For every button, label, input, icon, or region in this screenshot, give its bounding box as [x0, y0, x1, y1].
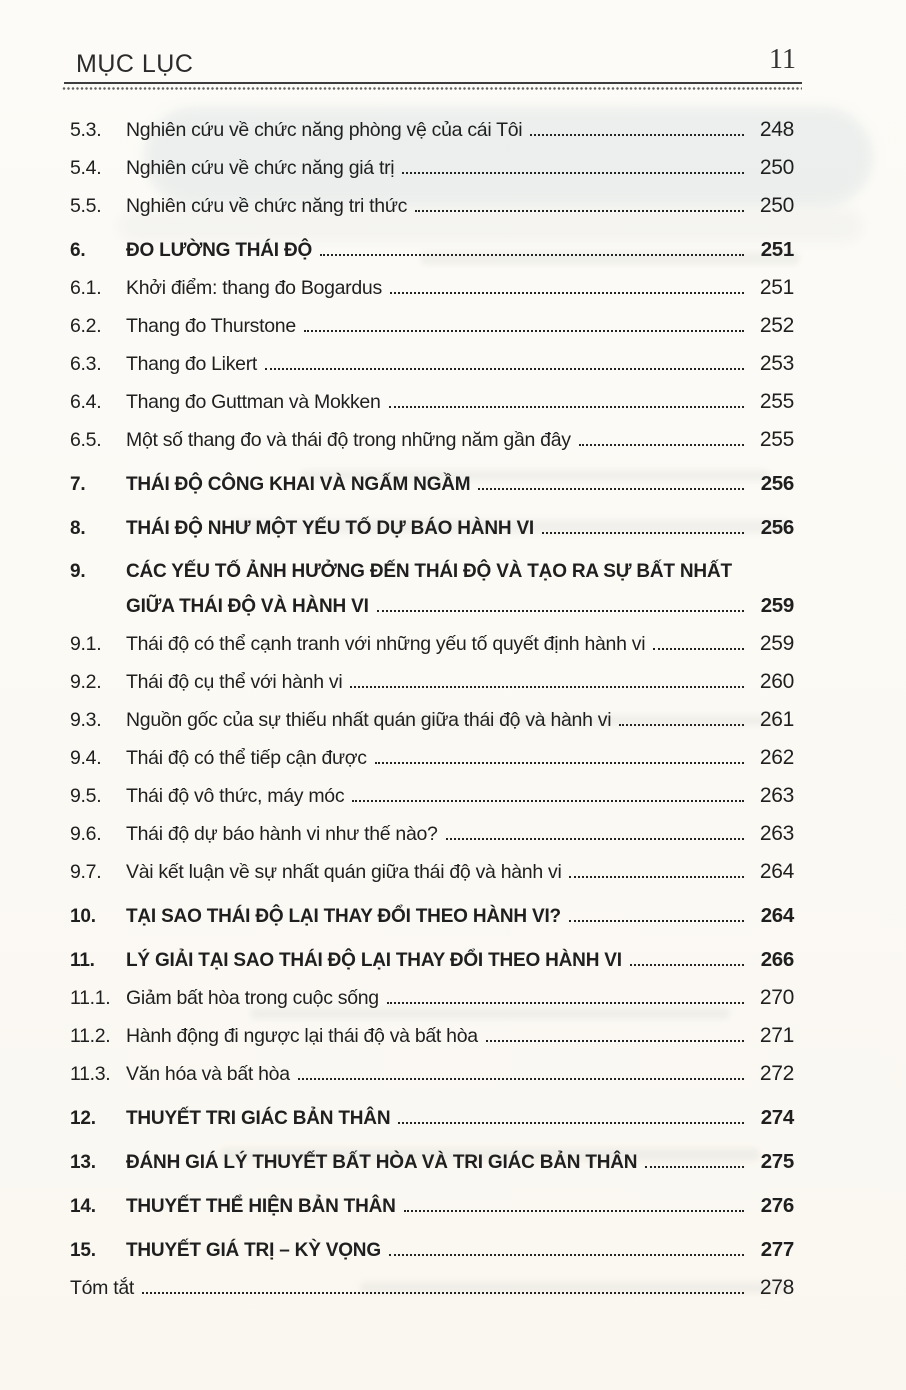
- toc-entry-page: 256: [760, 472, 794, 495]
- toc-entry-number: 13.: [70, 1152, 96, 1173]
- toc-entry-number: 11.: [70, 950, 95, 971]
- toc-entry-number: 6.3.: [70, 353, 102, 375]
- dot-leader: [569, 872, 744, 878]
- toc-entry-number: 9.4.: [70, 747, 102, 769]
- toc-entry-number: 9.5.: [70, 785, 102, 807]
- toc-entry: [70, 706, 794, 734]
- toc-entry: [70, 470, 794, 498]
- toc-entry-title: LÝ GIẢI TẠI SAO THÁI ĐỘ LẠI THAY ĐỔI THEO HÀNH VI: [126, 950, 622, 971]
- toc-entry: [70, 858, 794, 886]
- toc-entry-title: Nghiên cứu về chức năng giá trị: [126, 157, 395, 179]
- toc-entry-page: 262: [759, 746, 794, 769]
- toc-entry-number: 6.: [70, 240, 86, 261]
- dot-leader: [404, 1206, 744, 1212]
- toc-entry-page: 256: [760, 516, 794, 539]
- toc-entry-title: Một số thang đo và thái độ trong những năm gần đây: [126, 429, 571, 451]
- dot-leader: [320, 250, 744, 256]
- dot-leader: [530, 130, 744, 136]
- toc-entry-title: Khởi điểm: thang đo Bogardus: [126, 277, 382, 299]
- dot-leader: [352, 796, 744, 802]
- toc-entry: [70, 116, 794, 144]
- toc-entry: [70, 514, 794, 542]
- toc-entry-title: THUYẾT THỂ HIỆN BẢN THÂN: [126, 1196, 396, 1217]
- toc-entry: [70, 946, 794, 974]
- toc-entry-title: Thái độ cụ thể với hành vi: [126, 671, 343, 693]
- toc-entry-title: Thái độ có thể cạnh tranh với những yếu tố quyết định hành vi: [126, 633, 646, 655]
- toc-entry-number: 6.4.: [70, 391, 102, 413]
- toc-entry: [70, 902, 794, 930]
- toc-entry: [70, 820, 794, 848]
- toc-entry-page: 252: [759, 314, 794, 337]
- toc-entry: [70, 668, 794, 696]
- toc-entry-page: 261: [759, 708, 794, 731]
- toc-entry-page: 264: [760, 904, 794, 927]
- toc-entry-title: THUYẾT TRI GIÁC BẢN THÂN: [126, 1108, 391, 1129]
- toc-entry-title: Nguồn gốc của sự thiếu nhất quán giữa thái độ và hành vi: [126, 709, 612, 731]
- toc-entry-number: 5.3.: [70, 119, 102, 141]
- toc-entry-number: 6.1.: [70, 277, 102, 299]
- toc-entry-page: 248: [759, 118, 794, 141]
- dot-leader: [542, 528, 744, 534]
- toc-entry: [70, 1060, 794, 1088]
- toc-entry-title: Giảm bất hòa trong cuộc sống: [126, 987, 379, 1009]
- toc-entry-number: 15.: [70, 1240, 96, 1261]
- toc-entry-page: 259: [759, 632, 794, 655]
- toc-entry: [70, 274, 794, 302]
- toc-entry-page: 259: [760, 594, 794, 617]
- dot-leader: [645, 1162, 744, 1168]
- toc-entry-title: THÁI ĐỘ CÔNG KHAI VÀ NGẤM NGẦM: [126, 474, 471, 495]
- toc-entry-number: 5.4.: [70, 157, 102, 179]
- toc-entry-page: 275: [760, 1150, 794, 1173]
- dot-leader: [142, 1288, 744, 1294]
- toc-entry-page: 276: [760, 1194, 794, 1217]
- toc-entry-number: 11.3.: [70, 1063, 111, 1085]
- page-number: 11: [769, 44, 796, 75]
- toc-entry-page: 266: [760, 948, 794, 971]
- dot-leader: [389, 402, 744, 408]
- toc-entry-page: 264: [759, 860, 794, 883]
- toc-entry-page: 278: [759, 1276, 794, 1299]
- toc-entry-title: Thái độ có thể tiếp cận được: [126, 747, 367, 769]
- toc-entry-number: 10.: [70, 906, 96, 927]
- toc-entry-number: 9.1.: [70, 633, 102, 655]
- toc-entry-number: 11.2.: [70, 1025, 111, 1047]
- toc-entry: [70, 236, 794, 264]
- dot-leader: [375, 758, 744, 764]
- toc-entry-page: 250: [759, 194, 794, 217]
- toc-entry-page: 251: [759, 276, 794, 299]
- toc-entry-page: 255: [759, 428, 794, 451]
- dot-leader: [387, 998, 744, 1004]
- dot-leader: [619, 720, 744, 726]
- toc-entry-number: 9.6.: [70, 823, 102, 845]
- toc-entry: [70, 1236, 794, 1264]
- toc-entry-title: Thái độ dự báo hành vi như thế nào?: [126, 823, 438, 845]
- toc-entry-page: 260: [759, 670, 794, 693]
- toc-entry: [70, 154, 794, 182]
- toc-entry-title: Thang đo Likert: [126, 353, 258, 375]
- toc-entry-title: CÁC YẾU TỐ ẢNH HƯỞNG ĐẾN THÁI ĐỘ VÀ TẠO RA SỰ BẤT NHẤT: [126, 561, 732, 582]
- dot-leader: [579, 440, 744, 446]
- toc-entry: [70, 984, 794, 1012]
- toc-entry: [70, 1192, 794, 1220]
- toc-entry-number: 6.2.: [70, 315, 102, 337]
- toc-entry: [70, 192, 794, 220]
- toc-entry-title: Thang đo Guttman và Mokken: [126, 391, 381, 413]
- toc-entry: [70, 350, 794, 378]
- toc-entry-number: 11.1.: [70, 987, 111, 1009]
- toc-entry-title: Thái độ vô thức, máy móc: [126, 785, 345, 807]
- dot-leader: [653, 644, 744, 650]
- header-rule: [64, 82, 802, 84]
- toc-entry-title: THÁI ĐỘ NHƯ MỘT YẾU TỐ DỰ BÁO HÀNH VI: [126, 518, 535, 539]
- toc-entry: [70, 312, 794, 340]
- header-chain-ornament: [62, 86, 802, 91]
- dot-leader: [402, 168, 744, 174]
- toc-entry: [70, 426, 794, 454]
- toc-entry: [70, 1274, 794, 1302]
- dot-leader: [265, 364, 744, 370]
- toc-entry: [70, 592, 794, 620]
- toc-entry-title: ĐO LƯỜNG THÁI ĐỘ: [126, 240, 313, 261]
- toc-entry-number: 9.2.: [70, 671, 102, 693]
- dot-leader: [390, 288, 744, 294]
- running-header-title: MỤC LỤC: [76, 50, 194, 78]
- toc-entry-title: ĐÁNH GIÁ LÝ THUYẾT BẤT HÒA VÀ TRI GIÁC BẢN THÂN: [126, 1152, 638, 1173]
- toc-entry: [70, 630, 794, 658]
- toc-entry: [70, 1022, 794, 1050]
- dot-leader: [630, 960, 744, 966]
- toc-entry-title: Vài kết luận về sự nhất quán giữa thái độ và hành vi: [126, 861, 562, 883]
- toc-entry-page: 250: [759, 156, 794, 179]
- toc-entry-page: 272: [759, 1062, 794, 1085]
- toc-entry-page: 263: [759, 784, 794, 807]
- toc-entry-number: 12.: [70, 1108, 96, 1129]
- dot-leader: [398, 1118, 744, 1124]
- toc-entry-page: 277: [760, 1238, 794, 1261]
- dot-leader: [304, 326, 744, 332]
- toc-entry-title: Tóm tắt: [70, 1277, 134, 1299]
- dot-leader: [486, 1036, 744, 1042]
- toc-entry-title: TẠI SAO THÁI ĐỘ LẠI THAY ĐỔI THEO HÀNH VI?: [126, 906, 561, 927]
- toc-entry-title: Thang đo Thurstone: [126, 315, 296, 337]
- dot-leader: [389, 1250, 744, 1256]
- toc-entry: [70, 1148, 794, 1176]
- toc-entry-number: 9.3.: [70, 709, 102, 731]
- toc-entry-number: 8.: [70, 518, 86, 539]
- toc-entry-title: GIỮA THÁI ĐỘ VÀ HÀNH VI: [126, 596, 369, 617]
- toc-entry-number: 7.: [70, 474, 86, 495]
- toc-entry-title: THUYẾT GIÁ TRỊ – KỲ VỌNG: [126, 1240, 381, 1261]
- toc-entry-number: 6.5.: [70, 429, 102, 451]
- toc-entry-number: 14.: [70, 1196, 96, 1217]
- toc-entry-page: 274: [760, 1106, 794, 1129]
- table-of-contents: [70, 116, 794, 1302]
- toc-entry-page: 255: [759, 390, 794, 413]
- toc-entry: [70, 558, 794, 585]
- toc-entry-title: Văn hóa và bất hòa: [126, 1063, 290, 1085]
- toc-entry-number: 9.7.: [70, 861, 102, 883]
- dot-leader: [377, 606, 744, 612]
- toc-entry-page: 251: [760, 238, 794, 261]
- toc-entry-number: 5.5.: [70, 195, 102, 217]
- dot-leader: [350, 682, 744, 688]
- toc-entry-page: 253: [759, 352, 794, 375]
- dot-leader: [298, 1074, 744, 1080]
- toc-entry: [70, 1104, 794, 1132]
- dot-leader: [478, 484, 744, 490]
- toc-entry: [70, 782, 794, 810]
- toc-entry: [70, 744, 794, 772]
- toc-entry-title: Hành động đi ngược lại thái độ và bất hòa: [126, 1025, 478, 1047]
- dot-leader: [569, 916, 744, 922]
- toc-entry-page: 263: [759, 822, 794, 845]
- toc-entry: [70, 388, 794, 416]
- dot-leader: [415, 206, 744, 212]
- toc-entry-page: 270: [759, 986, 794, 1009]
- dot-leader: [446, 834, 744, 840]
- toc-entry-title: Nghiên cứu về chức năng tri thức: [126, 195, 408, 217]
- toc-entry-number: 9.: [70, 561, 86, 582]
- toc-entry-title: Nghiên cứu về chức năng phòng vệ của cái Tôi: [126, 119, 523, 141]
- toc-entry-page: 271: [759, 1024, 794, 1047]
